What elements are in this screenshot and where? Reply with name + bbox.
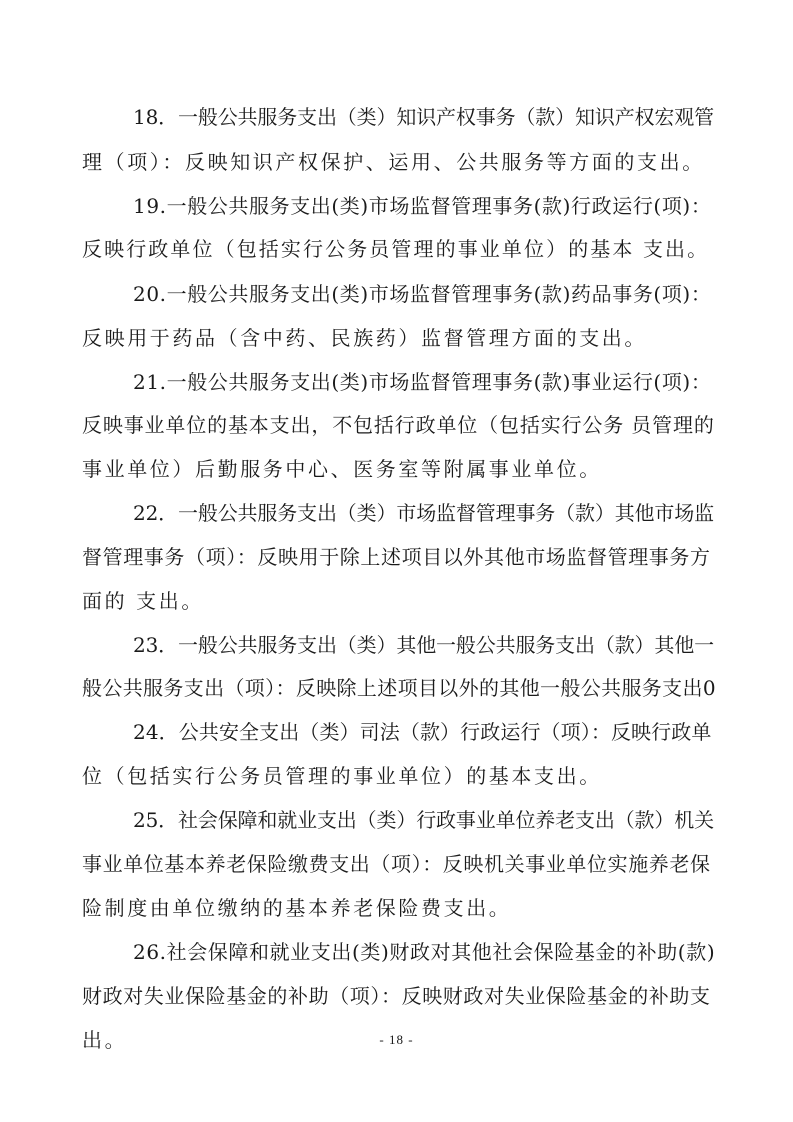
paragraph-24-line-2: 位（包括实行公务员管理的事业单位）的基本支出。: [82, 764, 602, 788]
paragraph-20-line-1: 20.一般公共服务支出(类)市场监督管理事务(款)药品事务(项)：: [133, 282, 712, 306]
paragraph-18-line-1: 18．一般公共服务支出（类）知识产权事务（款）知识产权宏观管: [133, 105, 714, 129]
paragraph-23-line-2: 般公共服务支出（项）：反映除上述项目以外的其他一般公共服务支出0: [82, 676, 716, 700]
paragraph-25-line-1: 25．社会保障和就业支出（类）行政事业单位养老支出（款）机关: [133, 808, 714, 832]
paragraph-26-line-1: 26.社会保障和就业支出(类)财政对其他社会保险基金的补助(款): [133, 940, 716, 964]
paragraph-23-line-1: 23．一般公共服务支出（类）其他一般公共服务支出（款）其他一: [133, 633, 714, 657]
paragraph-22-line-3: 面的 支出。: [82, 589, 204, 613]
paragraph-25-line-3: 险制度由单位缴纳的基本养老保险费支出。: [82, 896, 512, 920]
paragraph-19-line-1: 19.一般公共服务支出(类)市场监督管理事务(款)行政运行(项)：: [133, 194, 712, 218]
paragraph-19-line-2: 反映行政单位（包括实行公务员管理的事业单位）的基本 支出。: [82, 237, 710, 261]
paragraph-26-line-2: 财政对失业保险基金的补助（项）：反映财政对失业保险基金的补助支: [82, 984, 711, 1008]
paragraph-21-line-2: 反映事业单位的基本支出，不包括行政单位（包括实行公务 员管理的: [82, 413, 715, 437]
page-number: - 18 -: [379, 1032, 414, 1047]
paragraph-25-line-2: 事业单位基本养老保险缴费支出（项）：反映机关事业单位实施养老保: [82, 852, 711, 876]
paragraph-22-line-1: 22．一般公共服务支出（类）市场监督管理事务（款）其他市场监: [133, 501, 714, 525]
paragraph-24-line-1: 24．公共安全支出（类）司法（款）行政运行（项）：反映行政单: [133, 720, 712, 744]
paragraph-21-line-1: 21.一般公共服务支出(类)市场监督管理事务(款)事业运行(项)：: [133, 370, 712, 394]
paragraph-22-line-2: 督管理事务（项）：反映用于除上述项目以外其他市场监督管理事务方: [82, 545, 711, 569]
paragraph-26-line-3: 出。: [82, 1028, 128, 1052]
paragraph-18-line-2: 理（项）：反映知识产权保护、运用、公共服务等方面的支出。: [82, 150, 705, 174]
paragraph-20-line-2: 反映用于药品（含中药、民族药）监督管理方面的支出。: [82, 326, 647, 350]
paragraph-21-line-3: 事业单位）后勤服务中心、医务室等附属事业单位。: [82, 457, 602, 481]
